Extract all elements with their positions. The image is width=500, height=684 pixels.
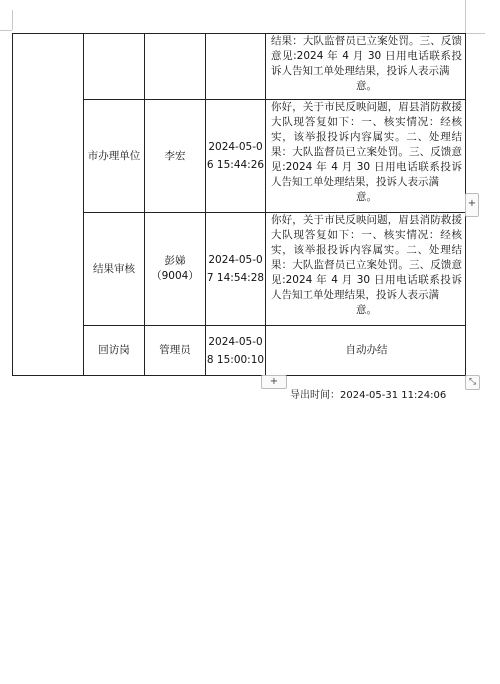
handler-cell[interactable]: 李宏 [145,100,206,213]
page-margin-mark [12,10,13,30]
add-row-button[interactable] [261,375,287,389]
diagonal-resize-icon: ⤡ [468,377,477,387]
dept-cell[interactable]: 结果审核 [84,213,145,326]
handler-cell[interactable]: 彭娣（9004） [145,213,206,326]
handler-cell[interactable] [145,34,206,100]
content-text: 你好，关于市民反映问题，眉县消防救援大队现答复如下：一、核实情况：经核实，该举报投诉内容属实。二、处理结果：大队监督员已立案处罚。三、反馈意见:2024 年 4 月 30 日用电话联系投诉人告知工单处理结果，投诉人表示满 [271,214,462,301]
content-cell[interactable] [266,34,466,100]
dept-cell[interactable]: 市办理单位 [84,100,145,213]
handler-cell[interactable]: 管理员 [145,326,206,376]
content-cell[interactable] [266,213,466,326]
content-cell[interactable]: 自动办结 [266,326,466,376]
page-margin-mark [465,33,485,34]
dept-cell[interactable]: 回访岗 [84,326,145,376]
plus-icon: + [269,376,279,387]
dept-cell[interactable] [84,34,145,100]
plus-icon: + [467,198,477,209]
page-margin-mark [465,0,466,33]
time-cell[interactable] [206,34,266,100]
table-row [13,34,466,100]
content-last-line: 意。 [356,191,377,203]
content-text: 你好，关于市民反映问题，眉县消防救援大队现答复如下：一、核实情况：经核实，该举报投诉内容属实。二、处理结果：大队监督员已立案处罚。三、反馈意见:2024 年 4 月 30 日用电话联系投诉人告知工单处理结果，投诉人表示满 [271,101,462,188]
time-cell[interactable]: 2024-05-07 14:54:28 [206,213,266,326]
time-cell[interactable]: 2024-05-06 15:44:26 [206,100,266,213]
content-last-line: 意。 [356,80,377,92]
add-column-button[interactable] [465,193,479,217]
process-record-table [12,33,466,376]
content-text: 结果：大队监督员已立案处罚。三、反馈意见:2024 年 4 月 30 日用电话联系投诉人告知工单处理结果，投诉人表示满 [271,35,462,77]
time-cell[interactable]: 2024-05-08 15:00:10 [206,326,266,376]
table-resize-handle[interactable] [465,375,480,390]
content-cell[interactable] [266,100,466,213]
page-margin-mark [0,30,12,31]
export-time-text: 导出时间：2024-05-31 11:24:06 [290,390,447,401]
merged-blank-cell[interactable] [13,34,84,376]
content-last-line: 意。 [356,304,377,316]
